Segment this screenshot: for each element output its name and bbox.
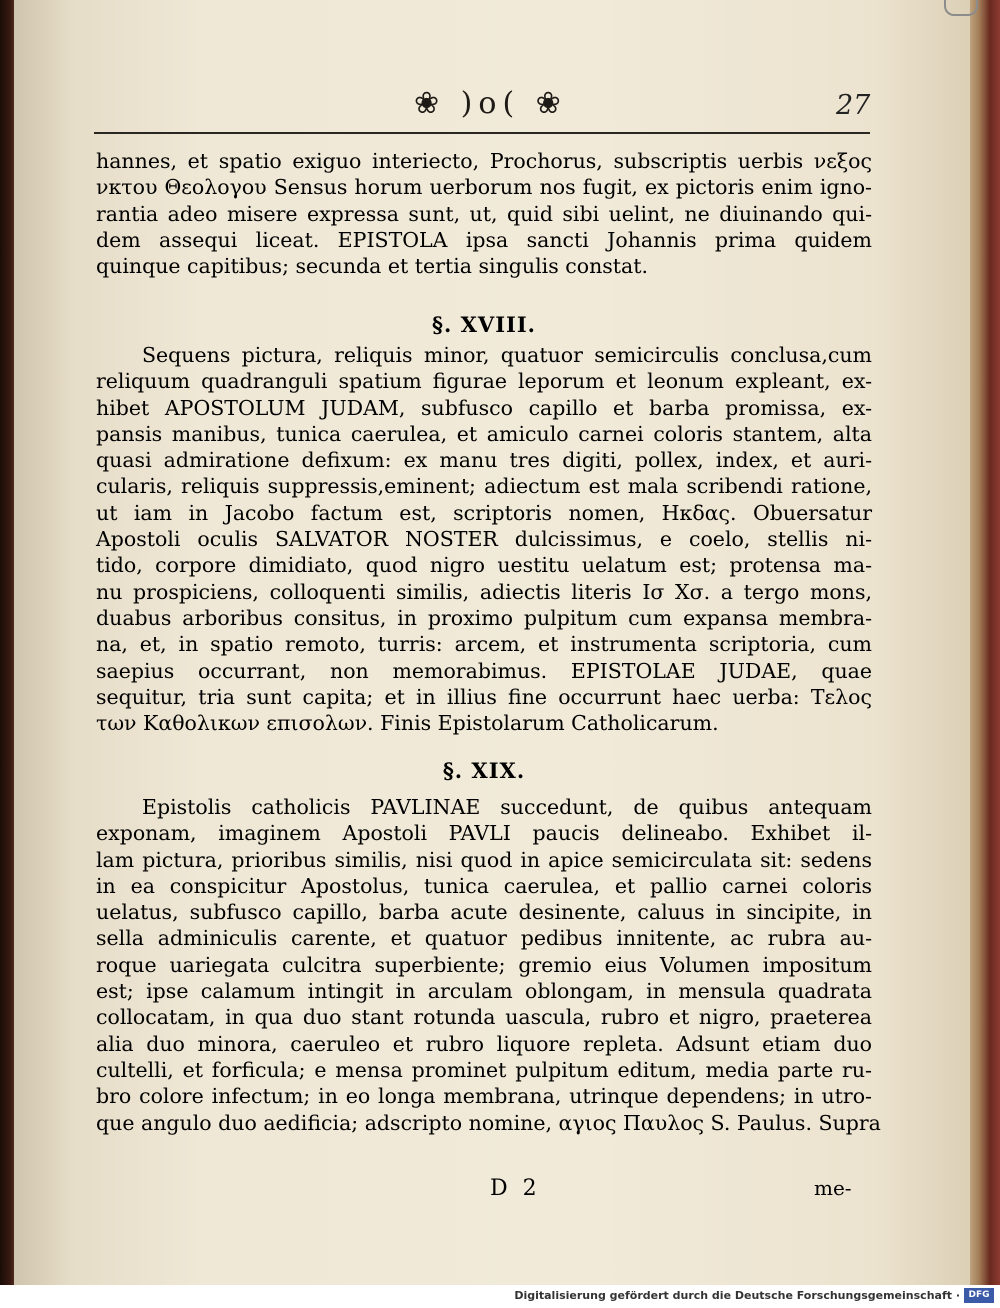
- catchword: me-: [814, 1176, 852, 1200]
- dfg-logo-icon: DFG: [964, 1288, 994, 1303]
- text-line: alia duo minora, caeruleo et rubro liquore repleta. Adsunt etiam duo: [96, 1031, 872, 1056]
- text-line: quinque capitibus; secunda et tertia singulis constat.: [96, 254, 649, 279]
- text-line: lam pictura, prioribus similis, nisi quod in apice semicirculata sit: sedens: [96, 847, 872, 872]
- signature-mark: D 2: [490, 1176, 541, 1201]
- text-line: των Καθολικων επισολων. Finis Epistolarum Catholicarum.: [96, 711, 719, 736]
- text-line: Epistolis catholicis PAVLINAE succedunt, de quibus antequam: [142, 795, 872, 819]
- paragraph-3: [96, 794, 881, 1136]
- text-line: cultelli, et forficula; e mensa prominet pulpitum editum, media parte ru-: [96, 1057, 872, 1082]
- funding-credit: Digitalisierung gefördert durch die Deutsche Forschungsgemeinschaft ·: [514, 1289, 960, 1302]
- text-line: est; ipse calamum intingit in arculam oblongam, in mensula quadrata: [96, 979, 872, 1004]
- text-line: hibet APOSTOLUM JUDAM, subfusco capillo et barba promissa, ex-: [96, 395, 872, 420]
- paragraph-2: [96, 342, 872, 736]
- text-line: exponam, imaginem Apostoli PAVLI paucis delineabo. Exhibet il-: [96, 821, 872, 846]
- text-line: saepius occurrant, non memorabimus. EPISTOLAE JUDAE, quae: [96, 658, 872, 683]
- text-line: tido, corpore dimidiato, quod nigro uestitu uelatum est; protensa ma-: [96, 553, 872, 578]
- text-line: duabus arboribus consitus, in proximo pulpitum cum expansa membra-: [96, 605, 872, 630]
- paper-clip-icon: [944, 0, 978, 16]
- book-edge: [966, 0, 1000, 1285]
- text-line: Sequens pictura, reliquis minor, quatuor semicirculis conclusa,cum: [142, 343, 872, 367]
- paragraph-1: [96, 148, 872, 279]
- text-line: que angulo duo aedificia; adscripto nomine, αγιος Παυλος S. Paulus. Supra: [96, 1110, 881, 1135]
- text-line: nu prospiciens, colloquenti similis, adiectis literis Iσ Xσ. a tergo mons,: [96, 579, 872, 604]
- text-line: cularis, reliquis suppressis,eminent; adiectum est mala scribendi ratione,: [96, 474, 872, 499]
- text-line: sella adminiculis carente, et quatuor pedibus innitente, ac rubra au-: [96, 926, 872, 951]
- text-line: ut iam in Jacobo factum est, scriptoris nomen, Ηκδας. Obuersatur: [96, 500, 872, 525]
- text-line: Apostoli oculis SALVATOR NOSTER dulcissimus, e coelo, stellis ni-: [96, 527, 872, 552]
- text-line: reliquum quadranguli spatium figurae leporum et leonum expleant, ex-: [96, 369, 872, 394]
- text-line: hannes, et spatio exiguo interiecto, Prochorus, subscriptis uerbis νεξος: [96, 149, 872, 173]
- text-line: quasi admiratione defixum: ex manu tres digiti, pollex, index, et auri-: [96, 448, 872, 473]
- text-line: dem assequi liceat. EPISTOLA ipsa sancti Johannis prima quidem: [96, 227, 872, 252]
- text-line: in ea conspicitur Apostolus, tunica caerulea, et pallio carnei coloris: [96, 873, 872, 898]
- text-line: pansis manibus, tunica caerulea, et amiculo carnei coloris stantem, alta: [96, 421, 872, 446]
- header-ornament: ❀ )o( ❀: [414, 86, 567, 121]
- text-line: na, et, in spatio remoto, turris: arcem, et instrumenta scriptoria, cum: [96, 632, 872, 657]
- text-line: roque uariegata culcitra superbiente; gremio eius Volumen impositum: [96, 952, 872, 977]
- footer-bar: [0, 1285, 1000, 1308]
- text-line: sequitur, tria sunt capita; et in illius fine occurrunt haec uerba: Τελος: [96, 684, 872, 709]
- section-heading-18: §. XVIII.: [432, 312, 536, 337]
- text-line: bro colore infectum; in eo longa membrana, utrinque dependens; in utro-: [96, 1084, 872, 1109]
- section-heading-19: §. XIX.: [442, 758, 526, 783]
- page-number: 27: [836, 90, 871, 121]
- text-line: uelatus, subfusco capillo, barba acute desinente, caluus in sincipite, in: [96, 900, 872, 925]
- text-line: collocatam, in qua duo stant rotunda uascula, rubro et nigro, praeterea: [96, 1005, 872, 1030]
- header-rule: [94, 132, 870, 134]
- text-line: νκτου Θεολογου Sensus horum uerborum nos fugit, ex pictoris enim igno-: [96, 175, 872, 200]
- text-line: rantia adeo misere expressa sunt, ut, quid sibi uelint, ne diuinando qui-: [96, 201, 872, 226]
